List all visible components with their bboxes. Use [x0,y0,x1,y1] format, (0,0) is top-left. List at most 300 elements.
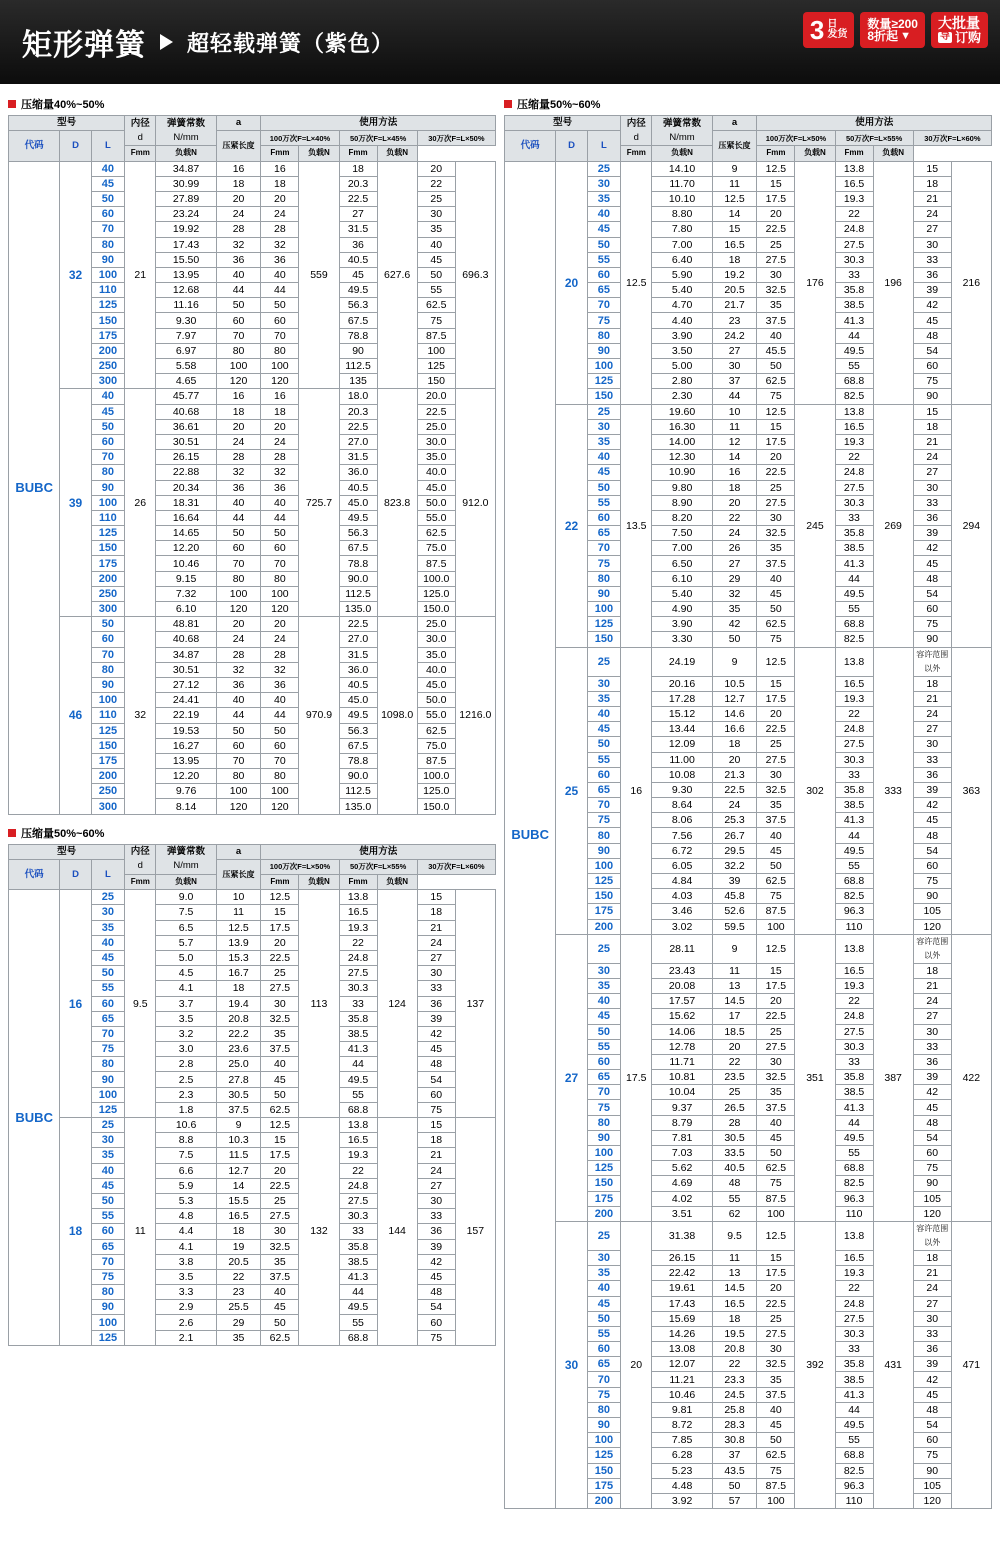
header-N1: 负载N [156,146,216,161]
cell-L: 25 [587,161,621,176]
cell-F2: 49.5 [339,283,377,298]
cell-k: 5.40 [652,586,712,601]
cell-F2: 82.5 [835,889,873,904]
cell-F2: 90.0 [339,769,377,784]
cell-k: 5.90 [652,267,712,282]
cell-F1: 17.5 [757,434,795,449]
cell-F3: 48 [913,328,951,343]
cell-press-len: 25.0 [216,1057,261,1072]
cell-k: 11.70 [652,176,712,191]
cell-k: 8.72 [652,1418,712,1433]
cell-press-len: 23.5 [712,1070,757,1085]
cell-k: 10.08 [652,767,712,782]
header-k: 弹簧常数 N/mm [156,844,216,874]
cell-F1: 15 [757,676,795,691]
cell-press-len: 9.5 [712,1221,757,1250]
cell-F3: 30 [913,737,951,752]
cell-F3: 45 [417,1042,455,1057]
cell-k: 2.3 [156,1087,216,1102]
cell-press-len: 27 [712,343,757,358]
cell-D: 18 [60,1118,91,1346]
cell-F1: 40 [757,328,795,343]
header-N1: 负载N [652,146,712,161]
cell-F1: 60 [261,738,299,753]
cell-F3: 35.0 [417,647,455,662]
cell-k: 13.44 [652,722,712,737]
header-inner-d: 内径 d [125,116,156,146]
table-row [505,647,992,676]
cell-press-len: 18 [216,176,261,191]
cell-press-len: 24 [712,526,757,541]
cell-F3: 75 [417,1330,455,1345]
cell-k: 18.31 [156,495,216,510]
cell-L: 40 [91,161,125,176]
cell-k: 3.30 [652,632,712,647]
cell-F1: 32.5 [757,283,795,298]
cell-F3: 42 [417,1026,455,1041]
cell-press-len: 15 [712,222,757,237]
cell-L: 175 [91,328,125,343]
cell-F2: 135 [339,374,377,389]
cell-press-len: 62 [712,1206,757,1221]
cell-L: 90 [91,252,125,267]
cell-k: 3.90 [652,617,712,632]
cell-L: 70 [587,298,621,313]
cell-press-len: 22 [712,1357,757,1372]
cell-F1: 30 [757,267,795,282]
cell-k: 6.28 [652,1448,712,1463]
cell-F3: 150.0 [417,799,455,814]
cell-F3: 15 [913,404,951,419]
cell-press-len: 80 [216,769,261,784]
cell-press-len: 30.8 [712,1433,757,1448]
cell-k: 10.04 [652,1085,712,1100]
cell-k: 6.97 [156,343,216,358]
cell-F1: 30 [261,996,299,1011]
cell-press-len: 45.8 [712,889,757,904]
cell-F2: 90 [339,343,377,358]
cell-L: 90 [91,677,125,692]
cell-press-len: 9 [712,647,757,676]
header-model: 型号 [9,116,125,131]
cell-L: 45 [587,222,621,237]
table-row [9,161,496,176]
cell-press-len: 11.5 [216,1148,261,1163]
cell-k: 7.5 [156,905,216,920]
cell-F3: 45 [913,1100,951,1115]
cell-L: 50 [587,737,621,752]
cell-F1: 37.5 [261,1042,299,1057]
cell-F2: 27.5 [339,966,377,981]
cell-press-len: 40 [216,495,261,510]
cell-F2: 44 [835,328,873,343]
cell-F2: 41.3 [835,813,873,828]
cell-F1: 60 [261,541,299,556]
cell-press-len: 32 [216,465,261,480]
cell-F3: 18 [913,963,951,978]
cell-press-len: 20.5 [216,1254,261,1269]
cell-press-len: 100 [216,586,261,601]
cell-L: 200 [587,1206,621,1221]
block-table3 [504,96,992,1509]
cell-F3: 36 [913,510,951,525]
cell-L: 50 [587,1311,621,1326]
cell-F2: 27.5 [835,1311,873,1326]
cell-F2: 44 [835,571,873,586]
cell-F2: 24.8 [339,950,377,965]
cell-F3: 55.0 [417,510,455,525]
section-title-2 [8,825,496,841]
cell-F3: 60 [417,1087,455,1102]
cell-F2: 44 [835,1402,873,1417]
cell-F2: 35.8 [339,1011,377,1026]
cell-F2: 90.0 [339,571,377,586]
cell-F2: 38.5 [835,1085,873,1100]
cell-k: 2.6 [156,1315,216,1330]
cell-k: 5.62 [652,1161,712,1176]
cell-F3: 18 [913,419,951,434]
cell-press-len: 16 [216,389,261,404]
cell-press-len: 16 [216,161,261,176]
cell-F3: 25.0 [417,419,455,434]
cell-L: 50 [91,419,125,434]
header-L: L [91,859,125,889]
cell-L: 35 [91,920,125,935]
cell-k: 2.5 [156,1072,216,1087]
cell-F1: 44 [261,283,299,298]
cell-F3: 21 [913,434,951,449]
cell-press-len: 32.2 [712,858,757,873]
cell-L: 200 [91,343,125,358]
cell-F3: 27 [913,1296,951,1311]
cell-L: 70 [91,647,125,662]
cell-F3: 100.0 [417,769,455,784]
cell-D: 16 [60,890,91,1118]
cell-k: 7.56 [652,828,712,843]
cell-L: 70 [587,541,621,556]
cell-N1: 559 [299,161,339,389]
cell-L: 35 [587,691,621,706]
cell-L: 125 [91,1102,125,1117]
header-inner-d: 内径 d [125,844,156,874]
cell-press-len: 50 [216,526,261,541]
cell-press-len: 19 [216,1239,261,1254]
cell-F3: 39 [913,283,951,298]
cell-F3: 40.0 [417,465,455,480]
cell-F2: 33 [339,1224,377,1239]
header-usage: 使用方法 [261,844,496,859]
cell-k: 36.61 [156,419,216,434]
cell-F2: 24.8 [835,465,873,480]
cell-press-len: 10.5 [712,676,757,691]
cell-F3: 60 [913,602,951,617]
cell-k: 23.43 [652,963,712,978]
cell-press-len: 16.5 [712,1296,757,1311]
cell-F3: 48 [913,828,951,843]
cell-F2: 78.8 [339,556,377,571]
cell-L: 75 [91,1269,125,1284]
cell-F3: 容许范围以外 [913,1221,951,1250]
cell-L: 175 [91,753,125,768]
cell-F3: 容许范围以外 [913,934,951,963]
cell-press-len: 42 [712,617,757,632]
cell-F2: 13.8 [835,934,873,963]
cell-F1: 12.5 [757,1221,795,1250]
cell-F3: 48 [417,1057,455,1072]
cell-press-len: 11 [712,176,757,191]
cell-F2: 44 [339,1057,377,1072]
cell-L: 125 [91,298,125,313]
cell-inner-d: 12.5 [621,161,652,404]
cell-F1: 25 [261,966,299,981]
cell-k: 22.88 [156,465,216,480]
cell-F2: 13.8 [835,647,873,676]
cell-inner-d: 9.5 [125,890,156,1118]
cell-F3: 33 [417,981,455,996]
cell-F1: 35 [757,1085,795,1100]
cell-k: 11.71 [652,1054,712,1069]
cell-F2: 49.5 [339,1072,377,1087]
header-usage-1: 100万次F=L×50% [261,859,339,874]
cell-press-len: 70 [216,753,261,768]
cell-L: 80 [91,1057,125,1072]
cell-press-len: 14.5 [712,1281,757,1296]
cell-press-len: 20 [712,495,757,510]
cell-k: 3.50 [652,343,712,358]
cell-k: 12.09 [652,737,712,752]
cell-F3: 105 [913,904,951,919]
cell-F2: 33 [835,510,873,525]
cell-F3: 18 [913,1250,951,1265]
cell-L: 50 [587,237,621,252]
cell-F3: 75 [913,1448,951,1463]
cell-L: 250 [91,586,125,601]
cell-F3: 20.0 [417,389,455,404]
cell-L: 100 [91,1087,125,1102]
cell-k: 5.3 [156,1193,216,1208]
cell-F2: 82.5 [835,1176,873,1191]
cell-press-len: 35 [216,1330,261,1345]
cell-F1: 12.5 [757,934,795,963]
cell-k: 10.90 [652,465,712,480]
cell-F2: 19.3 [339,1148,377,1163]
cell-F2: 13.8 [339,890,377,905]
cell-L: 40 [91,389,125,404]
cell-F2: 56.3 [339,526,377,541]
cell-F1: 20 [757,706,795,721]
cell-press-len: 14 [712,450,757,465]
header-usage-3: 30万次F=L×60% [417,859,495,874]
cell-F3: 54 [913,343,951,358]
cell-N3: 363 [951,647,991,934]
cell-k: 40.68 [156,404,216,419]
cell-F2: 41.3 [339,1269,377,1284]
cell-F1: 37.5 [757,1387,795,1402]
cell-press-len: 24 [712,798,757,813]
cell-F2: 19.3 [835,691,873,706]
cell-F1: 50 [757,1433,795,1448]
cell-F1: 35 [757,798,795,813]
cell-press-len: 20 [712,1039,757,1054]
cell-k: 9.76 [156,784,216,799]
cell-F1: 80 [261,769,299,784]
cell-L: 200 [587,919,621,934]
cell-press-len: 28 [216,647,261,662]
cell-k: 34.87 [156,161,216,176]
cell-k: 13.95 [156,753,216,768]
cell-F1: 30 [261,1224,299,1239]
cell-k: 7.97 [156,328,216,343]
cell-press-len: 18 [216,1224,261,1239]
cell-press-len: 24.5 [712,1387,757,1402]
cell-press-len: 19.4 [216,996,261,1011]
cell-press-len: 11 [216,905,261,920]
cell-k: 2.80 [652,374,712,389]
cell-F3: 24 [417,935,455,950]
cell-F2: 16.5 [835,676,873,691]
badge-shipping [803,12,854,48]
cell-F3: 87.5 [417,753,455,768]
cell-F2: 112.5 [339,586,377,601]
cell-N2: 196 [873,161,913,404]
cell-press-len: 37 [712,374,757,389]
cell-F1: 32 [261,662,299,677]
cell-F2: 27.5 [835,480,873,495]
cell-F1: 62.5 [261,1330,299,1345]
badge-qty-line1: 数量≥200 [867,16,918,31]
cell-F1: 62.5 [757,874,795,889]
cell-F2: 35.8 [835,782,873,797]
cell-L: 50 [587,480,621,495]
cell-F1: 32 [261,465,299,480]
cell-F1: 45 [757,1130,795,1145]
cell-F1: 25 [757,480,795,495]
cell-k: 3.7 [156,996,216,1011]
cell-F2: 33 [835,767,873,782]
cell-F2: 18 [339,161,377,176]
cell-F1: 50 [261,1315,299,1330]
cell-F3: 90 [913,1176,951,1191]
cell-k: 16.30 [652,419,712,434]
cell-L: 40 [587,207,621,222]
cell-k: 8.64 [652,798,712,813]
cell-F1: 50 [757,602,795,617]
cell-F3: 33 [913,752,951,767]
cell-L: 25 [587,404,621,419]
cell-k: 5.40 [652,283,712,298]
cell-press-len: 29.5 [712,843,757,858]
cell-k: 16.64 [156,510,216,525]
cell-F3: 90 [913,1463,951,1478]
cell-L: 125 [587,1448,621,1463]
cell-F3: 18 [913,676,951,691]
header-F1: Fmm [125,875,156,890]
cell-F3: 50.0 [417,495,455,510]
cell-F3: 22.5 [417,404,455,419]
cell-F3: 21 [913,1266,951,1281]
cell-press-len: 18 [712,252,757,267]
cell-k: 4.48 [652,1478,712,1493]
cell-L: 30 [91,1133,125,1148]
badge-bulk-order [931,12,988,48]
cell-F3: 45 [913,556,951,571]
cell-L: 80 [587,828,621,843]
cell-press-len: 14 [712,207,757,222]
cell-L: 175 [587,1191,621,1206]
cell-press-len: 15.3 [216,950,261,965]
cell-F3: 33 [913,1039,951,1054]
cell-F1: 22.5 [757,465,795,480]
cell-F1: 44 [261,708,299,723]
cell-F3: 36 [913,1054,951,1069]
cell-F3: 150.0 [417,602,455,617]
cell-k: 15.62 [652,1009,712,1024]
header-k: 弹簧常数 N/mm [652,116,712,146]
cell-L: 50 [91,617,125,632]
cell-F3: 39 [417,1011,455,1026]
header-usage-2: 50万次F=L×55% [339,859,417,874]
cell-F3: 21 [417,1148,455,1163]
cell-F2: 68.8 [835,874,873,889]
cell-press-len: 32 [712,586,757,601]
header-press-len: 压紧长度 [216,859,261,889]
cell-F2: 55 [835,359,873,374]
cell-F2: 35.8 [835,283,873,298]
cell-F1: 50 [261,298,299,313]
cell-press-len: 32 [216,662,261,677]
cell-F3: 120 [913,919,951,934]
cell-F3: 40 [417,237,455,252]
cell-N3: 157 [455,1118,495,1346]
cell-F3: 24 [417,1163,455,1178]
cell-k: 6.5 [156,920,216,935]
cell-press-len: 25.8 [712,1402,757,1417]
cell-k: 6.72 [652,843,712,858]
cell-k: 17.43 [652,1296,712,1311]
cell-F1: 36 [261,480,299,495]
cell-F3: 18 [417,1133,455,1148]
cell-k: 1.8 [156,1102,216,1117]
cell-F2: 20.3 [339,176,377,191]
cell-F1: 20 [261,191,299,206]
cell-press-len: 21.7 [712,298,757,313]
cell-press-len: 16.6 [712,722,757,737]
cell-F2: 16.5 [339,1133,377,1148]
cell-F2: 67.5 [339,313,377,328]
cell-L: 50 [91,191,125,206]
cell-F2: 38.5 [339,1254,377,1269]
cell-L: 75 [91,1042,125,1057]
block-table1 [8,96,496,815]
cell-F1: 20 [261,935,299,950]
cell-F2: 49.5 [835,1418,873,1433]
cell-press-len: 18 [712,737,757,752]
cell-F1: 22.5 [757,722,795,737]
cell-L: 30 [91,905,125,920]
cell-F1: 40 [261,1057,299,1072]
cell-k: 8.20 [652,510,712,525]
header-k: 弹簧常数 N/mm [156,116,216,146]
cell-press-len: 36 [216,480,261,495]
cell-F1: 50 [757,858,795,873]
cell-k: 30.99 [156,176,216,191]
cell-k: 6.10 [156,602,216,617]
cell-press-len: 30.5 [216,1087,261,1102]
cell-L: 200 [91,769,125,784]
cell-L: 90 [587,343,621,358]
cell-L: 55 [587,752,621,767]
cell-k: 13.95 [156,267,216,282]
